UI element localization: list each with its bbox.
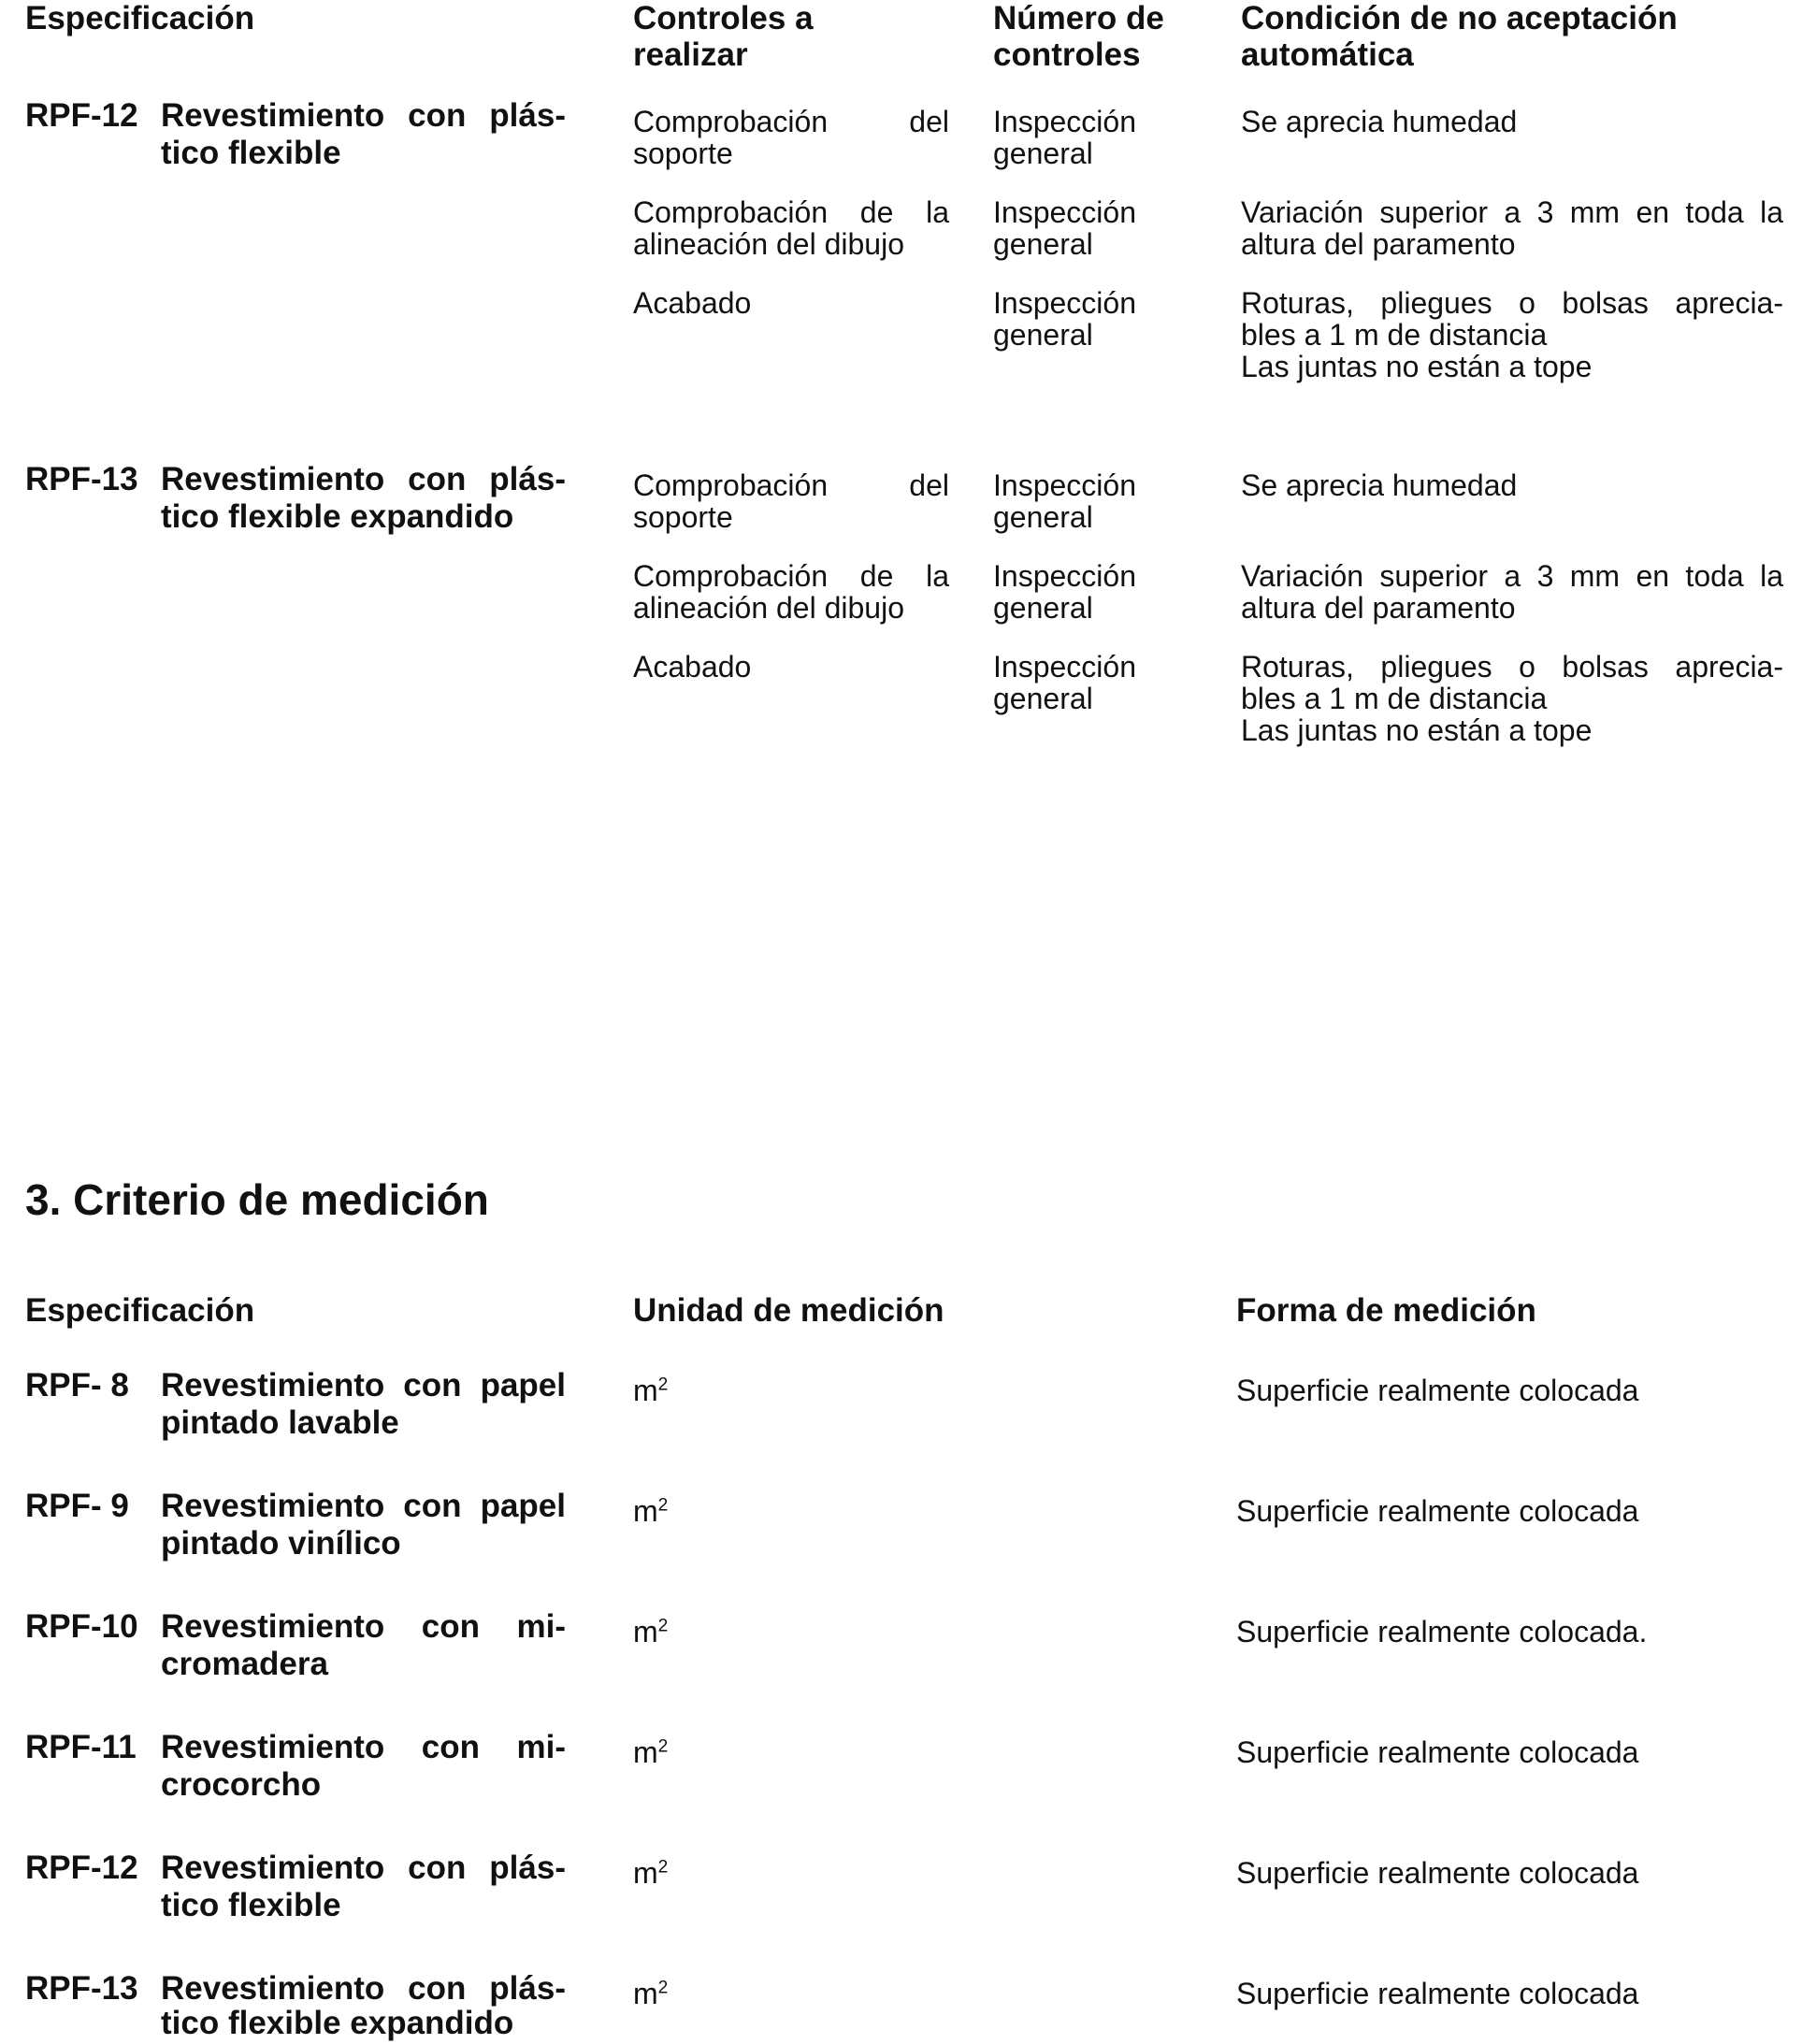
condition-text: bles a 1 m de distancia (1241, 318, 1548, 352)
condition-text: Las juntas no están a tope (1241, 350, 1593, 383)
number-text: Inspección general (993, 650, 1136, 715)
condition-text: Variación superior a 3 mm en toda la altura del paramento (1241, 195, 1783, 261)
control-text: Acabado (633, 286, 752, 320)
spec-name-line1: Revestimiento con plás- (161, 1970, 566, 2007)
control-text: Comprobación de la alineación del dibujo (633, 559, 949, 625)
spec-code: RPF-12 (25, 1850, 138, 1886)
form-text: Superficie realmente colocada (1236, 1494, 1639, 1528)
spec-name-line1: Revestimiento con plás- (161, 1850, 566, 1886)
form-text: Superficie realmente colocada (1236, 1856, 1639, 1890)
section-title: 3. Criterio de medición (25, 1175, 489, 1224)
header-condicion: Condición de no aceptación automática (1241, 0, 1678, 73)
spec-code: RPF-11 (25, 1729, 137, 1765)
number-text: Inspección general (993, 468, 1136, 534)
condition-text: bles a 1 m de distancia (1241, 682, 1548, 715)
condition-text: Se aprecia humedad (1241, 105, 1518, 138)
spec-code: RPF-13 (25, 461, 138, 497)
number-text: Inspección general (993, 195, 1136, 261)
header-especificacion: Especificación (25, 1292, 255, 1329)
spec-name-line2: tico flexible expandido (161, 2005, 514, 2041)
form-text: Superficie realmente colocada (1236, 1374, 1639, 1407)
spec-name-line2: pintado lavable (161, 1404, 399, 1441)
spec-name-line2: crocorcho (161, 1766, 322, 1803)
spec-name-line2: cromadera (161, 1646, 328, 1682)
condition-text: Roturas, pliegues o bolsas aprecia- (1241, 650, 1783, 684)
header-forma: Forma de medición (1236, 1292, 1536, 1329)
control-text: Comprobación del soporte (633, 468, 949, 534)
condition-text: Roturas, pliegues o bolsas aprecia- (1241, 286, 1783, 320)
number-text: Inspección general (993, 286, 1136, 352)
spec-name-line2: tico flexible (161, 135, 341, 171)
spec-name-line1: Revestimiento con plás- (161, 97, 566, 134)
spec-name-line1: Revestimiento con papel (161, 1488, 566, 1524)
spec-name-line2: pintado vinílico (161, 1525, 401, 1562)
spec-code: RPF-10 (25, 1608, 138, 1645)
form-text: Superficie realmente colocada (1236, 1735, 1639, 1769)
condition-text: Variación superior a 3 mm en toda la altura del paramento (1241, 559, 1783, 625)
spec-name-line2: tico flexible expandido (161, 498, 514, 535)
condition-text: Se aprecia humedad (1241, 468, 1518, 502)
unit-text: $m^2$ (633, 1977, 669, 2010)
control-text: Comprobación del soporte (633, 105, 949, 170)
control-text: Comprobación de la alineación del dibujo (633, 195, 949, 261)
spec-code: RPF-13 (25, 1970, 138, 2007)
form-text: Superficie realmente colocada (1236, 1977, 1639, 2010)
spec-name-line1: Revestimiento con papel (161, 1367, 566, 1403)
form-text: Superficie realmente colocada. (1236, 1615, 1648, 1648)
number-text: Inspección general (993, 559, 1136, 625)
header-controles: Controles a realizar (633, 0, 814, 73)
header-unidad: Unidad de medición (633, 1292, 944, 1329)
number-text: Inspección general (993, 105, 1136, 170)
spec-name-line2: tico flexible (161, 1887, 341, 1923)
condition-text: Las juntas no están a tope (1241, 713, 1593, 747)
spec-code: RPF- 9 (25, 1488, 129, 1524)
unit-text: $m^2$ (633, 1374, 669, 1407)
unit-text: $m^2$ (633, 1856, 669, 1890)
unit-text: $m^2$ (633, 1615, 669, 1648)
unit-text: $m^2$ (633, 1735, 669, 1769)
header-numero: Número de controles (993, 0, 1164, 73)
spec-code: RPF- 8 (25, 1367, 129, 1403)
control-text: Acabado (633, 650, 752, 684)
spec-code: RPF-12 (25, 97, 138, 134)
header-especificacion: Especificación (25, 0, 255, 36)
unit-text: $m^2$ (633, 1494, 669, 1528)
spec-name-line1: Revestimiento con mi- (161, 1608, 566, 1645)
spec-name-line1: Revestimiento con plás- (161, 461, 566, 497)
spec-name-line1: Revestimiento con mi- (161, 1729, 566, 1765)
